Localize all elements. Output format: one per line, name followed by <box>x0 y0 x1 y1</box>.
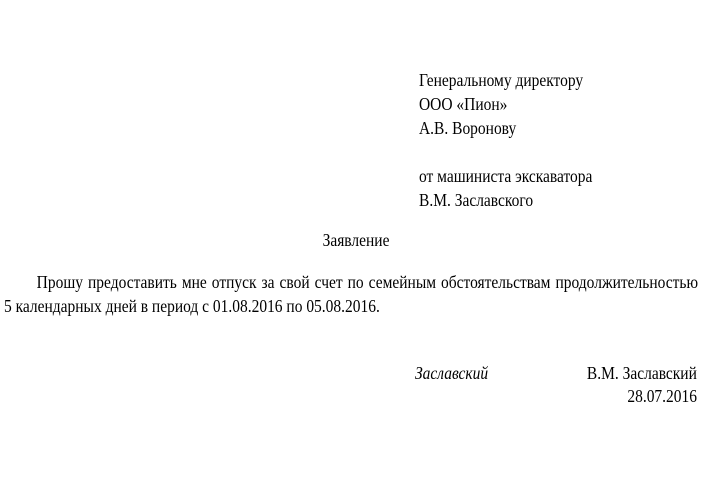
sender-name: В.М. Заславского <box>419 190 534 210</box>
recipient-spacer <box>419 140 592 164</box>
recipient-block <box>419 68 592 212</box>
recipient-company: ООО «Пион» <box>419 94 508 114</box>
recipient-position: Генеральному директору <box>419 70 584 90</box>
sender-position: от машиниста экскаватора <box>419 166 593 186</box>
document-body: Прошу предоставить мне отпуск за свой счет по семейным обстоятельствам продолжительностью 5 календарных дней в период с 01.08.2016 по 05.08.2016. <box>4 272 699 316</box>
signatory-name: В.М. Заславский <box>587 363 697 383</box>
document-date: 28.07.2016 <box>627 386 697 406</box>
handwritten-signature: Заславский <box>415 363 489 383</box>
document-title: Заявление <box>322 230 390 250</box>
recipient-name: А.В. Воронову <box>419 118 517 138</box>
